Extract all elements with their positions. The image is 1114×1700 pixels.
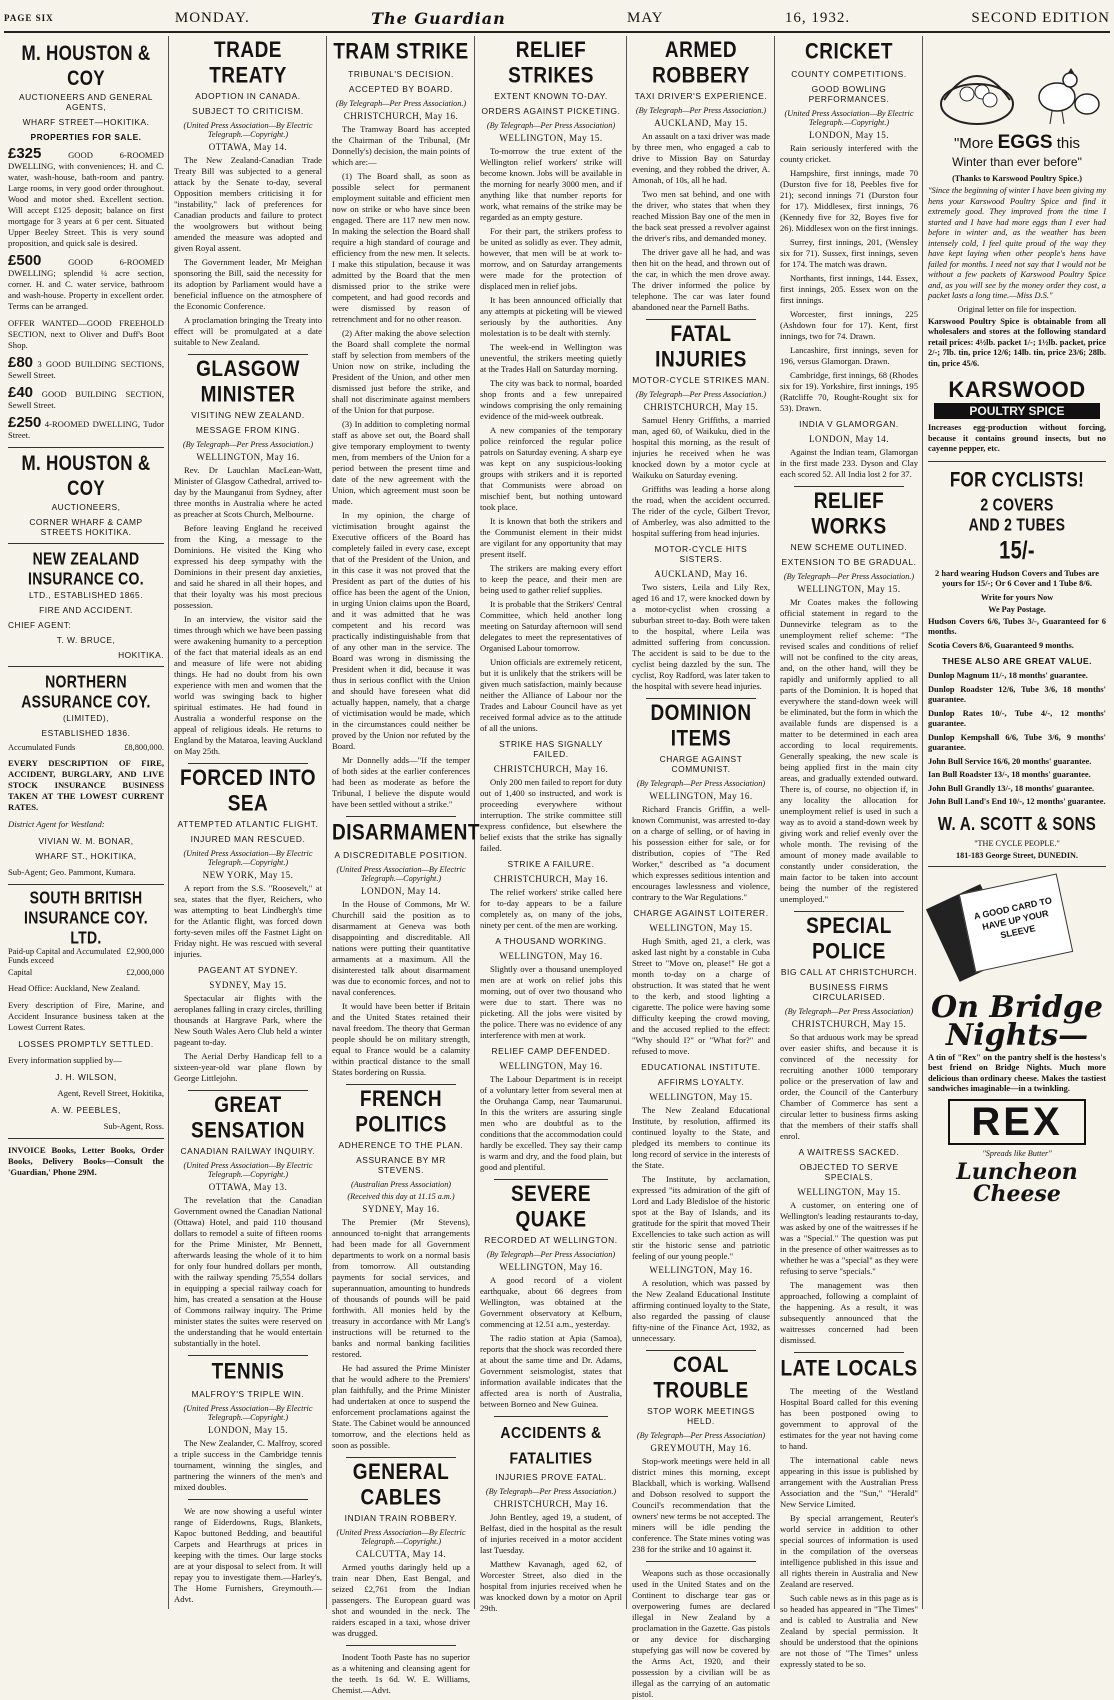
- header-edition: SECOND EDITION: [971, 9, 1110, 26]
- column-advertisements-right: "More EGGS this Winter than ever before" (Thanks to Karswood Poultry Spice.) "Since the beginning of winter I have been giving my hens your Karswood Poultry Spice and find it extremely good. They improved from the time I started and I have had more eggs than I ever had before in winter and, as the weather has been intensely cold, I feel quite proud of the way they have kept laying when other people's hens have failed for months. I need not say that I would not be without a few packets of Karswood Poultry Spice and, as you will see by the money order they cost, a packet lasts a long time.—Miss D.S." Original letter on file for inspection. Karswood Poultry Spice is obtainable from all wholesalers and stores at the following standard retail prices: 4½lb. packet 1/-; 1½lb. packet, price 2/-; 7lb. tin, price 12/6; 14lb. tin, price 23/6; 28lb. tin, price 45/6. KARSWOOD POULTRY SPICE Increases egg-production without forcing, because it contains ground insects, but no cayenne pepper, etc. FOR CYCLISTS! 2 COVERS AND 2 TUBES 15/- 2 hard wearing Hudson Covers and Tubes are yours for 15/-; Or 6 Cover and 1 Tube 8/6. Write for yours Now We Pay Postage. Hudson Covers 6/6, Tubes 3/-, Guaranteed for 6 months. Scotia Covers 8/6, Guaranteed 9 months. THESE ALSO ARE GREAT VALUE. Dunlop Magnum 11/-, 18 months' guarantee. Dunlop Roadster 12/6, Tube 3/6, 18 months' guarantee. Dunlop Rates 10/-, Tube 4/-, 12 months' guarantee. Dunlop Kempshall 6/6, Tube 3/6, 9 months' guarantee. John Bull Service 16/6, 20 months' guarantee. Ian Bull Roadster 13/-, 18 months' guarantee. John Bull Grandly 13/-, 18 months' guarantee. John Bull Land's End 10/-, 12 months' guarantee. W. A. SCOTT & SONS "THE CYCLE PEOPLE." 181-183 George Street, DUNEDIN. A GOOD CARD TO HAVE UP YOUR SLEEVE On Bridge Nights— A tin of "Rex" on the pantry shelf is the hostess's best friend on Bridge Nights. Much more delicious than ordinary cheese. Makes the tastiest sandwiches imaginable—in a twinkling. REX "Spreads like Butter" Luncheon Cheese: [924, 36, 1110, 1609]
- masthead: The Guardian: [371, 8, 506, 28]
- column-rule: [326, 36, 327, 1609]
- headline-late-locals: LATE LOCALS: [780, 1357, 918, 1382]
- northern-text: EVERY DESCRIPTION OF FIRE, ACCIDENT, BURGLARY, AND LIVE STOCK INSURANCE BUSINESS TAKEN AT THE LOWEST CURRENT RATES.: [8, 758, 164, 812]
- property-listing: £250 4-ROOMED DWELLING, Tudor Street.: [8, 414, 164, 440]
- headline-french-politics: FRENCH POLITICS: [355, 1087, 447, 1138]
- houston-title: M. HOUSTON & COY: [21, 41, 151, 90]
- sbi-paid-up: Paid-up Capital and Accumulated Funds exceed £2,900,000: [8, 947, 164, 965]
- headline-relief-strikes: RELIEF STRIKES: [508, 38, 594, 89]
- tyre-price: Dunlop Rates 10/-, Tube 4/-, 12 months' guarantee.: [928, 708, 1106, 728]
- northern-established: ESTABLISHED 1836.: [41, 728, 131, 738]
- eggs-basket-illustration: [928, 40, 1106, 130]
- column-3: TRAM STRIKE TRIBUNAL'S DECISION. ACCEPTED BY BOARD. (By Telegraph—Per Press Association.) CHRISTCHURCH, May 16. The Tramway Board has accepted the Chairman of the Tribunal, (Mr Donnelly's) decision, the main points of which are:— (1) The Board shall, as soon as possible select for permanent employment suitable and efficient men now on strike or who have since been engaged. There are 117 new men now. In making the selection the Board shall require a high standard of courage and efficiency from the new men. It selects. I make this stipulation, because it was admitted by the Board that the men dismissed prior to the strike were competent, and had good records and were dismissed by reason of retrenchment and for no other reason. (2) After making the above selection the Board shall complete the normal staff by selection from members of the Union now on strike, including the President of the Union, and other men dismissed just before the strike, and shall not discriminate against members of the Union for that purpose. (3) In addition to completing normal staff as above set out, the Board shall give temporary employment to twenty men, from members of the Union for a period between the present time and date of the new agreement with the Union, which agreement must soon be made. In my opinion, the charge of victimisation brought against the Executive officers of the Board has completely failed in every case, except that of the President of the Union, and in this case it was not proved that the President as part of the duties of his office has been the agent of the Union, in urging Union claims upon the Board, and it was admitted that he was competent and his record was practically indistinguishable from that of any other man in the service. The Board was wrong in dismissing the President when it did, because it was thus in serious conflict with the Union and should have foreseen what did actually happen, namely, that a charge of victimisation would be made, which in the circumstances could neither be proved by the Union nor refuted by the Board. Mr Donnelly adds—"If the temper of both sides at the earlier conferences had been as moderate as before the Tribunal, I believe the dispute would have been settled without a strike." DISARMAMENT A DISCREDITABLE POSITION. (United Press Association—By Electric Telegraph.—Copyright.) LONDON, May 14. In the House of Commons, Mr W. Churchill said the position as to disarmament at Geneva was both disappointing and discreditable. All nations were putting their quantitative armaments at a maximum. All the disinterested talk about disarmament was due to economic forces, and not to naval conferences. It would have been better if Britain and the United States retained their naval freedom. The theory that German people should be on military strength, equal to France would be a calamity within practical distance to the small States bordering on Russia. FRENCH POLITICS ADHERENCE TO THE PLAN. ASSURANCE BY MR STEVENS. (Australian Press Association) (Received this day at 11.15 a.m.) SYDNEY, May 16. The Premier (Mr Stevens), announced to-night that arrangements had been made for all Government departments to work on a normal basis from tomorrow. All outstanding payments for social services, and superannuation, amounting to hundreds of thousands of pounds will be paid forthwith. All monies held by the treasury in accordance with Mr Lang's instructions will be returned to the banks and normal banking facilities restored. He had assured the Prime Minister that he would adhere to the Premiers' plan faithfully, and the Prime Minister had undertaken at once to suspend the enforcement proclamations against the State. The Cabinet would be announced tomorrow, and the elections held as soon as possible. GENERAL CABLES INDIAN TRAIN ROBBERY. (United Press Association—By Electric Telegraph.—Copyright.) CALCUTTA, May 14. Armed youths daringly held up a train near Dhen, East Bengal, and seized £2,761 from the Indian passengers. The European guard was shot and wounded in the neck. The raiders escaped in a taxi, whose driver was drugged. Inodent Tooth Paste has no superior as a whitening and cleansing agent for the teeth. 1s 6d. W. E. Williams, Chemist.—Advt.: [332, 40, 480, 1695]
- northern-funds: Accumulated Funds £8,800,000.: [8, 743, 164, 752]
- sbi-agent1: J. H. WILSON,: [55, 1072, 117, 1082]
- sbi-losses: LOSSES PROMPTLY SETTLED.: [18, 1039, 154, 1049]
- property-listing: OFFER WANTED—GOOD FREEHOLD SECTION, next to Oliver and Duff's Boot Shop.: [8, 318, 164, 350]
- properties-heading: PROPERTIES FOR SALE.: [30, 132, 142, 142]
- headline-tennis: TENNIS: [211, 1360, 285, 1385]
- tyre-price: Ian Bull Roadster 13/-, 18 months' guarantee.: [928, 770, 1091, 779]
- sbi-agent2-address: Sub-Agent, Ross.: [103, 1121, 164, 1131]
- column-advertisements: [4, 36, 168, 1609]
- property-listing: £80 3 GOOD BUILDING SECTIONS, Sewell Street.: [8, 354, 164, 380]
- headline-severe-quake: SEVERE QUAKE: [510, 1182, 592, 1233]
- cyclists-price: 15/-: [999, 536, 1035, 565]
- rex-logo: REX: [948, 1099, 1086, 1145]
- headline-cricket: CRICKET: [805, 40, 893, 65]
- header-month: MAY: [627, 9, 664, 26]
- headline-coal-trouble: COAL TROUBLE: [653, 1353, 749, 1404]
- column-rule: [922, 36, 923, 1609]
- property-listing: £40 GOOD BUILDING SECTION, Sewell Street.: [8, 384, 164, 410]
- headline-trade-treaty: TRADE TREATY: [209, 38, 287, 89]
- northern-assurance-title: NORTHERN ASSURANCE COY.: [21, 671, 151, 711]
- scott-sons-title: W. A. SCOTT & SONS: [937, 813, 1097, 835]
- sbi-text: Every description of Fire, Marine, and Accident Insurance business taken at the Lowest Current Rates.: [8, 1000, 164, 1032]
- houston2-subtitle: AUCTIONEERS,: [51, 502, 121, 512]
- headline-relief-works: RELIEF WORKS: [811, 489, 887, 540]
- headline-forced-into-sea: FORCED INTO SEA: [179, 766, 317, 817]
- northern-district: District Agent for Westland:: [8, 819, 105, 829]
- headline-general-cables: GENERAL CABLES: [352, 1460, 450, 1511]
- cyclists-heading: FOR CYCLISTS!: [949, 467, 1085, 491]
- playing-card-illustration: [928, 873, 1106, 988]
- tyre-price: Scotia Covers 8/6, Guaranteed 9 months.: [928, 640, 1074, 650]
- header-date: 16, 1932.: [784, 9, 851, 26]
- headline-disarmament: DISARMAMENT: [332, 821, 480, 846]
- advertisement: We are now showing a useful winter range of Eiderdowns, Rugs, Blankets, Kapoc buttoned Bedding, and beautiful Carpets and Hearthrugs at prices in keeping with the times. Our large stocks are at your disposal to select from. It will repay you to investigate them.—Harley's, The Home Furnishers, Greymouth.—Advt.: [174, 1506, 322, 1604]
- tyre-price: Dunlop Magnum 11/-, 18 months' guarantee.: [928, 671, 1088, 680]
- property-listing: £325 GOOD 6-ROOMED DWELLING, with conveniences; H. and C. water, wash-house, bath-room and pantry. Large rooms, in very good order throughout. Wood and motor shed. Excellent section. Will accept £125 deposit; balance on first mortgage for 3 years at 6 per cent. Situated Upper Beeley Street. This is very sound proposition, and quick sale is desired.: [8, 145, 164, 248]
- column-5: ARMED ROBBERY TAXI DRIVER'S EXPERIENCE. (By Telegraph—Per Press Association.) AUCKLAND, May 15. An assault on a taxi driver was made by three men, who engaged a cab to drive to Mission Bay on Saturday evening, and they robbed the driver, A. Amonah, of 10s, all he had. Two men sat behind, and one with the driver, who states that when they reached Mission Bay one of the men in the back seat pressed a revolver against the driver's ribs, and demanded money. The driver gave all he had, and was then hit on the head, and thrown out of the car, in which the men drove away. The driver informed the police by telephone. The car was later found abandoned near the Parnell Baths. FATAL INJURIES MOTOR-CYCLE STRIKES MAN. (By Telegraph—Per Press Association.) CHRISTCHURCH, May 15. Samuel Henry Griffiths, a married man, aged 60, of Waikuku, died in the hospital this morning, as the result of injuries he received when he was knocked down by a motor cycle at Waikuku on Saturday evening. Griffiths was leading a horse along the road, when the accident occurred. The rider of the cycle, Gilbert Trevor, of Amberley, was also admitted to the hospital suffering from head injuries. MOTOR-CYCLE HITS SISTERS. AUCKLAND, May 16. Two sisters, Leila and Lily Rex, aged 16 and 17, were knocked down by a motor-cyclist when crossing a suburban street to-day. Both were taken to the hospital, where Leila was admitted suffering from concussion. The accident is said to be due to the cyclist being dazzled by the sun. The cyclist, Roy Radford, was later taken to the hospital with severe head injuries. DOMINION ITEMS CHARGE AGAINST COMMUNIST. (By Telegraph—Per Press Association) WELLINGTON, May 16. Richard Francis Griffin, a well-known Communist, was arrested to-day on a charge of selling, or of having in his possession either for sale, or for distribution, copies of "The Red Worker," described as "a document which expresses seditious intention and encourages lawlessness and violence, contrary to the War Regulations." CHARGE AGAINST LOITERER. WELLINGTON, May 15. Hugh Smith, aged 21, a clerk, was asked last night by a constable in Cuba Street to "Move on, please!" He got a month to-day on a charge of obstruction. It was stated that he went to the kerb, and stood lighting a cigarette. The police were having some difficulty keeping the crowd moving, and the accused replied to the effect: "Why should I?" or "What for?" and refused to move. EDUCATIONAL INSTITUTE. AFFIRMS LOYALTY. WELLINGTON, May 15. The New Zealand Educational Institute, by resolution, affirmed its continued loyalty to the State, and pledged its members to continue its long record of service in the interests of the State. The Institute, by acclamation, expressed "its admiration of the gift of Lord and Lady Bledisloe of the historic spot at the Bay of Islands, and its gratitude for the spirit that moved Their Excellencies to take such action as will stir the historic sense and patriotic feeling of our young people." WELLINGTON, May 16. A resolution, which was passed by the New Zealand Educational Institute affirming continued loyalty to the State, also regarded the passing of clause fifty-nine of the Finance Act, 1932, as unnecessary. COAL TROUBLE STOP WORK MEETINGS HELD. (By Telegraph—Per Press Association) GREYMOUTH, May 16. Stop-work meetings were held in all district mines this morning, except Blackball, which is working. Wallsend and Dobson resolved to support the Council's recommendation that the owners' new terms be not accepted. The miners will be idle pending the conference. The State mines voting was 238 for the strike and 10 against it. Weapons such as those occasionally used in the United States and on the Continent to discharge tear gas or overpowering fumes are declared illegal in New Zealand by a proclamation in the Gazette. Gas pistols or any device for discharging stupefying gas will now be covered by the Arms Act, 1920, and their possession by a civilian will be as illegal as the carrying of an automatic pistol.: [632, 38, 770, 1699]
- nz-insurance-fire: FIRE AND ACCIDENT.: [39, 605, 133, 615]
- houston2-address: CORNER WHARF & CAMP STREETS HOKITIKA.: [29, 517, 143, 537]
- sbi-agent2: A. W. PEEBLES,: [51, 1105, 121, 1115]
- headline-armed-robbery: ARMED ROBBERY: [652, 38, 750, 89]
- tyre-price: John Bull Land's End 10/-, 12 months' guarantee.: [928, 797, 1106, 806]
- headline-great-sensation: GREAT SENSATION: [191, 1093, 305, 1144]
- northern-agent: VIVIAN W. M. BONAR,: [38, 836, 134, 846]
- hen-basket-icon: [932, 42, 1102, 130]
- northern-sub-agent: Sub-Agent; Geo. Pammont, Kumara.: [8, 867, 136, 877]
- northern-address: WHARF ST., HOKITIKA,: [35, 851, 137, 861]
- tyre-price: Dunlop Roadster 12/6, Tube 3/6, 18 months' guarantee.: [928, 684, 1106, 704]
- nz-insurance-agent: T. W. BRUCE,: [56, 635, 116, 645]
- luncheon-cheese-logo: Luncheon Cheese: [956, 1158, 1078, 1207]
- invoice-books-ad: INVOICE Books, Letter Books, Order Books, Delivery Books—Consult the 'Guardian,' Phone 29M.: [8, 1145, 164, 1177]
- headline-dominion-items: DOMINION ITEMS: [650, 701, 752, 752]
- column-4: RELIEF STRIKES EXTENT KNOWN TO-DAY. ORDERS AGAINST PICKETING. (By Telegraph—Per Press Association) WELLINGTON, May 15. To-morrow the true extent of the Wellington relief workers' strike will become known. Jobs will be available in the morning for nearly 3000 men, and if anything like that number reports for work, what remains of the strike may be regarded as an empty gesture. For their part, the strikers profess to be united as solidly as ever. They admit, however, that men will be at work to-morrow, and on Saturday arrangements were made for the protection of displaced men in relief jobs. It has been announced officially that any attempts at picketing will be viewed seriously by the authorities. Any molestation is to be dealt with sternly. The week-end in Wellington was uneventful, the strikers meeting quietly at the Trades Hall on Saturday morning. The city was back to normal, boarded shop fronts and a few unrepaired windows comprising the only remaining evidence of the mid-week outbreak. A new companies of the temporary police reinforced the regular police patrols on Saturday evening. A sharp eye was kept on any suspicious-looking groups with strikers and it is reported that Communists were abroad on mischief bent, but nothing untoward took place. It is known that both the strikers and the Communist element in their midst are vigilant for any opportunity that may present itself. The strikers are making every effort to keep the peace, and their men are being used to gather relief supplies. It is probable that the Strikers' Central Committee, which held another long meeting on Saturday afternoon will send delegates to meet the representatives of Organised Labour tomorrow. Union officials are extremely reticent, but it is unlikely that the strikers will be given much satisfaction, mainly because neither the Alliance of Labour nor the Trades and Labour Council have as yet received formal advice as to the attitude of all the unions. STRIKE HAS SIGNALLY FAILED. CHRISTCHURCH, May 16. Only 200 men failed to report for duty out of 1,400 so instructed, and work is proceeding everywhere without interruption. The strike committee still express confidence, but elsewhere the belief exists that the strike has signally failed. STRIKE A FAILURE. CHRISTCHURCH, May 16. The relief workers' strike called here for to-day appears to be a failure completely as, on many of the jobs, ninety per cent. of the men are working. A THOUSAND WORKING. WELLINGTON, May 16. Slightly over a thousand unemployed men are at work on relief jobs this morning, out of over two thousand who were due to start. There was no picketing. All the jobs were visited by the police. There was no evidence of any interference with men at work. RELIEF CAMP DEFENDED. WELLINGTON, May 16. The Labour Department is in receipt of a voluntary letter from several men at the Oruhanga Camp, near Taumarunui. In this the writers are assuring single men who are doubtful as to the conditions that the accommodation could hardly be excelled. They say their camp is warm and dry, and the food plain, but good and plentiful. SEVERE QUAKE RECORDED AT WELLINGTON. (By Telegraph—Per Press Association) WELLINGTON, May 16. A good record of a violent earthquake, about 66 degrees from Wellington, was obtained at the Government observatory at Kelburn, commencing at 12.51 a.m., yesterday. The radio station at Apia (Samoa), reports that the shock was recorded there at about the same time and Dr. Adams, Government seismologist, states that information available indicates that the affected area is north of Australia, between Borneo and New Guinea. ACCIDENTS & FATALITIES INJURIES PROVE FATAL. (By Telegraph—Per Press Association.) CHRISTCHURCH, May 16. John Bentley, aged 19, a student, of Belfast, died in the hospital as the result of injuries received in a motor accident last Tuesday. Matthew Kavanagh, aged 62, of Worcester Street, also died in the hospital from injuries received when he was knocked down by a motor on April 29th.: [480, 38, 622, 1613]
- column-2: TRADE TREATY ADOPTION IN CANADA. SUBJECT TO CRITICISM. (United Press Association—By Electric Telegraph.—Copyright.) OTTAWA, May 14. The New Zealand-Canadian Trade Treaty Bill was subjected to a general attack by the Senate to-day, several Opposition members criticising it for "instability," lack of preferences for Canadian products and failure to protect the woolgrowers but without being amended the measure was adopted and given Royal assent. The Government leader, Mr Meighan sponsoring the Bill, said the necessity for its adoption by Parliament would have a beneficial influence on the atmosphere of the Economic Conference. A proclamation bringing the Treaty into effect will be promulgated at a date suitable to New Zealand. GLASGOW MINISTER VISITING NEW ZEALAND. MESSAGE FROM KING. (By Telegraph—Per Press Association.) WELLINGTON, May 16. Rev. Dr Lauchlan MacLean-Watt, Minister of Glasgow Cathedral, arrived to-day by the Maunganui from Sydney, after three months in Australia where he acted as preacher at Scots Church, Melbourne. Before leaving England he received from the King, a message to the Dominions. He visited the King who expressed his deep sympathy with the Dominions in their present day anxieties, and said he shared in all their hopes, and that their loyalty was his most precious possession. In an interview, the visitor said the times through which we have been passing were awakening humanity to a perception of the fact that material ideals as an end and measure of life were not abiding things. He had no doubt from his own experience with men and women that the world was swinging back to higher spiritual estimates. He had found in Australia a wonderful response on the appeal of religious ideals. He returns to England by the Mataroa, leaving Auckland on May 25th. FORCED INTO SEA ATTEMPTED ATLANTIC FLIGHT. INJURED MAN RESCUED. (United Press Association—By Electric Telegraph.—Copyright.) NEW YORK, May 15. A report from the S.S. "Roosevelt," at sea, states that the flyer, Reichers, who was attempting to beat Lindbergh's time for the Atlantic flight, was forced down forty-seven miles off the Fastnet Light on Friday night. He was rescued with several injuries. PAGEANT AT SYDNEY. SYDNEY, May 15. Spectacular air flights with the aeroplanes falling in crazy circles, thrilling thousands at Hargrave Park, where the New South Wales Aero Club held a winter pageant to-day. The Aerial Derby Handicap fell to a sixteen-year-old war plane flown by George Littlejohn. GREAT SENSATION CANADIAN RAILWAY INQUIRY. (United Press Association—By Electric Telegraph.—Copyright.) OTTAWA, May 13. The revelation that the Canadian Government owned the Canadian National (Ottawa) Hotel, and paid 110 thousand dollars to remodel a suite of fifteen rooms for the Prime Minister, Mr Bennett, afterwards leasing the whole of it to him for only four hundred dollars per month, with the railway spending 75,554 dollars in equipping a special railway coach for him, has created a sensation at the House of Commons railway inquiry. The Prime minister states the suites were reserved on the understanding that he would entertain substantially in the hotel. TENNIS MALFROY'S TRIPLE WIN. (United Press Association—By Electric Telegraph.—Copyright.) LONDON, May 15. The New Zealander, C. Malfroy, scored a triple success in the Cambridge tennis tournament, winning the singles, and partnering the winners of the men's and mixed doubles. We are now showing a useful winter range of Eiderdowns, Rugs, Blankets, Kapoc buttoned Bedding, and beautiful Carpets and Hearthrugs at prices in keeping with the times. Our large stocks are at your disposal to select from. It will repay you to investigate them.—Harley's, The Home Furnishers, Greymouth.—Advt.: [174, 38, 322, 1604]
- nz-insurance-established: LTD., ESTABLISHED 1865.: [28, 590, 144, 600]
- south-british-title: SOUTH BRITISH INSURANCE COY. LTD.: [24, 887, 148, 947]
- advertisement: Inodent Tooth Paste has no superior as a whitening and cleansing agent for the teeth. 1s 6d. W. E. Williams, Chemist.—Advt.: [332, 1652, 470, 1695]
- tyre-price: John Bull Service 16/6, 20 months' guarantee.: [928, 756, 1092, 766]
- column-6: CRICKET COUNTY COMPETITIONS. GOOD BOWLING PERFORMANCES. (United Press Association—By Electric Telegraph.—Copyright.) LONDON, May 15. Rain seriously interfered with the county cricket. Hampshire, first innings, made 70 (Durston five for 18, Peebles five for 21); second innings 71 (Durston four for 17). Middlesex, first innings, 76 (Kennedy five for 32, Boyes five for 26). Middlesex won on the first innings. Surrey, first innings, 201, (Wensley six for 71). Sussex, first innings, seven for 174. The match was drawn. Northants, first innings, 144. Essex, first innings, 205. Essex won on the first innings. Worcester, first innings, 225 (Ashdown four for 17). Kent, first innings, two for 74. Drawn. Lancashire, first innings, seven for 196, versus Glamorgan. Drawn. Cambridge, first innings, 68 (Rhodes six for 19). Yorkshire, first innings, 195 (Ratcliffe 70, Rought-Rought six for 53). Drawn. INDIA V GLAMORGAN. LONDON, May 14. Against the Indian team, Glamorgan in the first made 233. Dyson and Clay each scored 52. All India lost 2 for 37. RELIEF WORKS NEW SCHEME OUTLINED. EXTENSION TO BE GRADUAL. (By Telegraph—Per Press Association.) WELLINGTON, May 15. Mr Coates makes the following official statement in regard to the Dunnevirke telegram as to the unemployment relief scheme: "The revised scales and conditions of relief will not be confined to the city areas, and, on the other hand, will they be rapidly and uniformly applied to all parts of the Dominion. It is hoped that everywhere the stand-down week will be eliminated, but the form in which the available funds are dispensed is a matter to be determined in each area according to local requirements. Generally speaking, the new scale is being applied first in the main city areas, and gradually extended outward. There is, of course, no objection if, in any locality the allocation for unemployment relief is used in such a way as to avoid a stand-down week by giving work and relief evenly over the whole month. The revising of the amount of money made available to constantly under consideration, the main factor to be taken into account being the number of the registered unemployed." SPECIAL POLICE BIG CALL AT CHRISTCHURCH. BUSINESS FIRMS CIRCULARISED. (By Telegraph—Per Press Association) CHRISTCHURCH, May 15. So that arduous work may be spread over easier shifts, and because it is convinced of the necessity for recruiting another 1000 temporary police or the preservation of law and order, the Council of the Canterbury Chamber of Commerce has sent a circular letter to business firms asking that the members of their staffs shall enrol. A WAITRESS SACKED. OBJECTED TO SERVE SPECIALS. WELLINGTON, May 15. A customer, on entering one of Wellington's leading restaurants to-day, was asked by one of the waitresses if he was a "Special." The question was put in the presence of other waitresses as to whether he was a "special" as they were refusing to serve "specials." The management was then approached, following a complaint of the happening. As a result, it was subsequently announced that the waitresses concerned had been dismissed. LATE LOCALS The meeting of the Westland Hospital Board called for this evening has been postponed owing to government to approval of the estimates for the year not having come to hand. The international cable news appearing in this issue is published by arrangement with the Australian Press Association and the "Sun," "Herald" New Service Limited. By special arrangement, Reuter's world service in addition to other special sources of information is used in the compilation of the overseas intelligence published in this issue and all rights therein in Australia and New Zealand are reserved. Such cable news as in this page as is so headed has appeared in "The Times" and is cabled to Australia and New Zealand by special permission. It should be understood that the opinions are not those of "The Times" unless expressly stated to be so.: [780, 40, 918, 1669]
- nz-insurance-town: HOKITIKA.: [118, 650, 164, 660]
- headline-glasgow-minister: GLASGOW MINISTER: [196, 357, 300, 408]
- sbi-info: Every information supplied by—: [8, 1055, 122, 1065]
- column-rule: [774, 36, 775, 1609]
- headline-special-police: SPECIAL POLICE: [806, 914, 892, 965]
- sbi-office: Head Office: Auckland, New Zealand.: [8, 983, 141, 993]
- bridge-nights-heading: On Bridge Nights—: [931, 989, 1103, 1053]
- page-number: PAGE SIX: [4, 13, 54, 23]
- headline-fatal-injuries: FATAL INJURIES: [655, 322, 747, 373]
- northern-limited: (LIMITED),: [63, 713, 109, 723]
- houston-subtitle: AUCTIONEERS AND GENERAL AGENTS,: [19, 92, 153, 112]
- houston2-title: M. HOUSTON & COY: [21, 451, 151, 500]
- nz-insurance-title: NEW ZEALAND INSURANCE CO.: [28, 548, 144, 588]
- houston-address: WHARF STREET—HOKITIKA.: [22, 117, 150, 127]
- eggs-headline: "More EGGS this Winter than ever before": [952, 132, 1082, 169]
- property-listing: £500 GOOD 6-ROOMED DWELLING; splendid ¼ acre section, corner. H. and C. water service, bathroom and wash-house. Property in excellent order. Terms can be arranged.: [8, 252, 164, 311]
- headline-accidents-fatalities: ACCIDENTS & FATALITIES: [500, 1423, 602, 1467]
- column-rule: [626, 36, 627, 1609]
- nz-insurance-agent-label: CHIEF AGENT:: [8, 620, 72, 630]
- header-day: MONDAY.: [174, 9, 250, 26]
- tyre-price: John Bull Grandly 13/-, 18 months' guarantee.: [928, 783, 1095, 793]
- sbi-agent1-address: Agent, Revell Street, Hokitika,: [57, 1088, 164, 1098]
- sbi-capital: Capital £2,000,000: [8, 968, 164, 977]
- card-icon: A GOOD CARD TO HAVE UP YOUR SLEEVE: [959, 873, 1073, 972]
- karswood-brand: KARSWOOD: [948, 377, 1086, 402]
- poultry-spice-banner: POULTRY SPICE: [934, 403, 1100, 419]
- page-header: [4, 8, 1110, 28]
- headline-tram-strike: TRAM STRIKE: [333, 40, 469, 65]
- tyre-price: Hudson Covers 6/6, Tubes 3/-, Guaranteed for 6 months.: [928, 616, 1106, 636]
- column-rule: [168, 36, 169, 1609]
- tyre-price: Dunlop Kempshall 6/6, Tube 3/6, 9 months' guarantee.: [928, 732, 1106, 752]
- header-rule: [4, 31, 1110, 33]
